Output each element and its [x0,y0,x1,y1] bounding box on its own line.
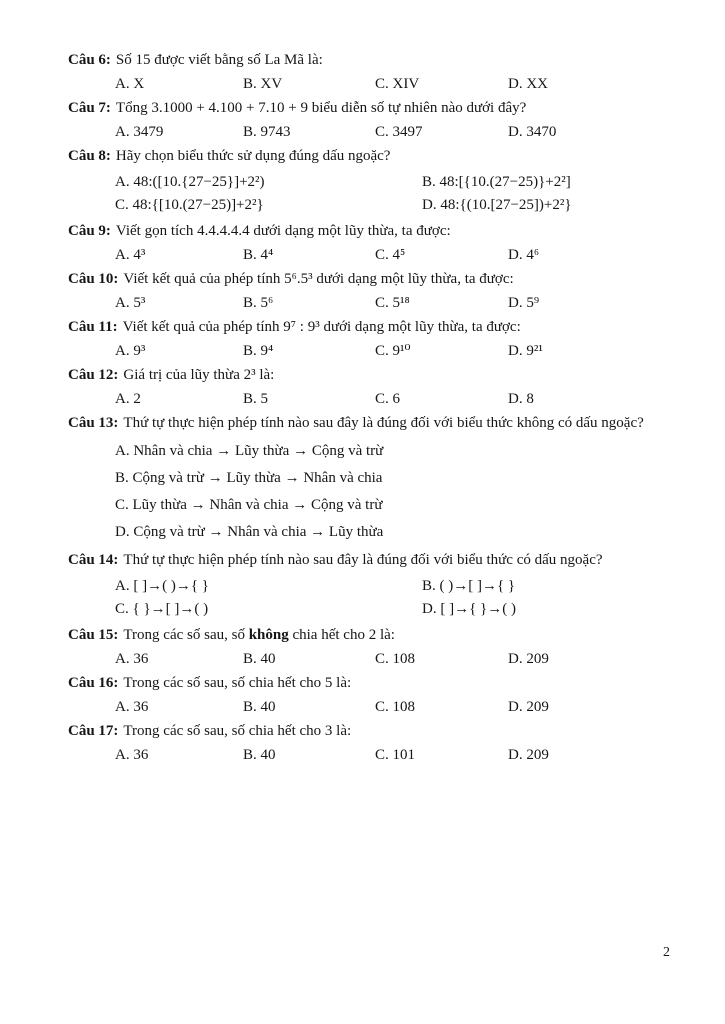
question-label: Câu 12: [68,367,119,383]
answer-option: C. 3497 [375,124,423,140]
question-heading [68,366,667,385]
question-cau-13 [68,414,667,546]
question-text: Trong các số sau, số chia hết cho 3 là: [123,723,352,739]
answer-options [68,294,667,313]
answer-option: D. 209 [508,747,549,763]
answer-option: D. Cộng và trừ → Nhân và chia → Lũy thừa [115,524,384,540]
question-heading [68,270,667,289]
question-text: Viết kết quả của phép tính 5⁶.5³ dưới dạng một lũy thừa, ta được: [123,271,514,287]
answer-option: C. 9¹⁰ [375,343,411,359]
question-cau-9 [68,222,667,265]
question-cau-6 [68,51,667,94]
answer-option: B. XV [243,76,283,92]
answer-option: A. 3479 [115,124,164,140]
answer-option: C. 108 [375,651,416,667]
question-label: Câu 6: [68,52,111,68]
answer-option: D. 5⁹ [508,295,540,311]
question-label: Câu 13: [68,415,119,431]
question-cau-11 [68,318,667,361]
answer-option: B. 48:[{10.(27−25)}+2²] [422,174,571,190]
question-heading [68,147,667,166]
question-text-emphasis: không [248,627,289,643]
question-text: Thứ tự thực hiện phép tính nào sau đây là đúng đối với biểu thức không có dấu ngoặc? [123,415,644,431]
question-heading [68,99,667,118]
answer-option: C. XIV [375,76,420,92]
answer-options [68,650,667,669]
answer-option: C. 6 [375,391,401,407]
answer-option: C. 5¹⁸ [375,295,410,311]
answer-option: D. 209 [508,699,549,715]
question-cau-16 [68,674,667,717]
question-text: Số 15 được viết bằng số La Mã là: [115,52,323,68]
answer-option: A. [ ]→( )→{ } [115,578,209,594]
question-cau-12 [68,366,667,409]
question-text: Viết gọn tích 4.4.4.4.4 dưới dạng một lũy thừa, ta được: [115,223,451,239]
answer-option: A. 4³ [115,247,146,263]
question-text: Viết kết quả của phép tính 9⁷ : 9³ dưới dạng một lũy thừa, ta được: [122,319,521,335]
question-text: Trong các số sau, số chia hết cho 5 là: [123,675,352,691]
question-heading [68,626,667,645]
answer-option: B. 9743 [243,124,291,140]
answer-option: B. 5 [243,391,269,407]
question-text: Thứ tự thực hiện phép tính nào sau đây là đúng đối với biểu thức có dấu ngoặc? [123,552,603,568]
answer-option: A. 5³ [115,295,146,311]
question-label: Câu 11: [68,319,118,335]
question-label: Câu 16: [68,675,119,691]
answer-option: B. 40 [243,651,276,667]
answer-option: C. 4⁵ [375,247,406,263]
question-cau-8 [68,147,667,217]
answer-options [68,698,667,717]
question-label: Câu 17: [68,723,119,739]
answer-options [68,75,667,94]
answer-option: A. 48:([10.{27−25}]+2²) [115,174,265,190]
answer-option: A. 2 [115,391,141,407]
answer-options [68,746,667,765]
answer-option: B. 4⁴ [243,247,274,263]
answer-option: B. ( )→[ ]→{ } [422,578,516,594]
question-heading [68,551,667,570]
page-number: 2 [663,945,670,960]
question-cau-14 [68,551,667,621]
question-text: chia hết cho 2 là: [288,627,395,643]
answer-option: D. 48:{(10.[27−25])+2²} [422,197,572,213]
answer-option: B. 5⁶ [243,295,274,311]
answer-options [68,390,667,409]
answer-option: C. 101 [375,747,416,763]
answer-option: C. 108 [375,699,416,715]
answer-options [68,123,667,142]
question-label: Câu 10: [68,271,119,287]
answer-option: C. Lũy thừa → Nhân và chia → Cộng và trừ [115,497,383,513]
question-heading [68,222,667,241]
question-label: Câu 7: [68,100,111,116]
answer-option: A. 9³ [115,343,146,359]
question-cau-10 [68,270,667,313]
question-label: Câu 14: [68,552,119,568]
answer-option: C. { }→[ ]→( ) [115,601,209,617]
answer-options [68,171,667,217]
questions-container [68,51,667,765]
question-cau-17 [68,722,667,765]
answer-option: A. X [115,76,145,92]
answer-option: A. 36 [115,651,149,667]
answer-option: A. Nhân và chia → Lũy thừa → Cộng và trừ [115,443,384,459]
answer-option: D. 9²¹ [508,343,543,359]
question-label: Câu 9: [68,223,111,239]
answer-options [68,342,667,361]
question-heading [68,318,667,337]
answer-option: D. 8 [508,391,534,407]
answer-options [68,575,667,621]
question-text: Trong các số sau, số [123,627,249,643]
answer-option: D. 209 [508,651,549,667]
answer-option: B. Cộng và trừ → Lũy thừa → Nhân và chia [115,470,383,486]
question-cau-7 [68,99,667,142]
question-heading [68,722,667,741]
question-label: Câu 8: [68,148,111,164]
answer-option: B. 9⁴ [243,343,274,359]
answer-option: C. 48:{[10.(27−25)]+2²} [115,197,264,213]
answer-option: A. 36 [115,747,149,763]
answer-options [68,438,667,546]
question-label: Câu 15: [68,627,119,643]
question-heading [68,674,667,693]
answer-option: B. 40 [243,699,276,715]
answer-option: B. 40 [243,747,276,763]
answer-option: D. 4⁶ [508,247,540,263]
question-heading [68,51,667,70]
question-text: Tổng 3.1000 + 4.100 + 7.10 + 9 biểu diễn số tự nhiên nào dưới đây? [115,100,527,116]
answer-options [68,246,667,265]
answer-option: D. 3470 [508,124,557,140]
answer-option: A. 36 [115,699,149,715]
answer-option: D. [ ]→{ }→( ) [422,601,516,617]
answer-option: D. XX [508,76,548,92]
question-text: Hãy chọn biểu thức sử dụng đúng dấu ngoặc? [115,148,391,164]
question-heading [68,414,667,433]
question-text: Giá trị của lũy thừa 2³ là: [123,367,275,383]
question-cau-15 [68,626,667,669]
